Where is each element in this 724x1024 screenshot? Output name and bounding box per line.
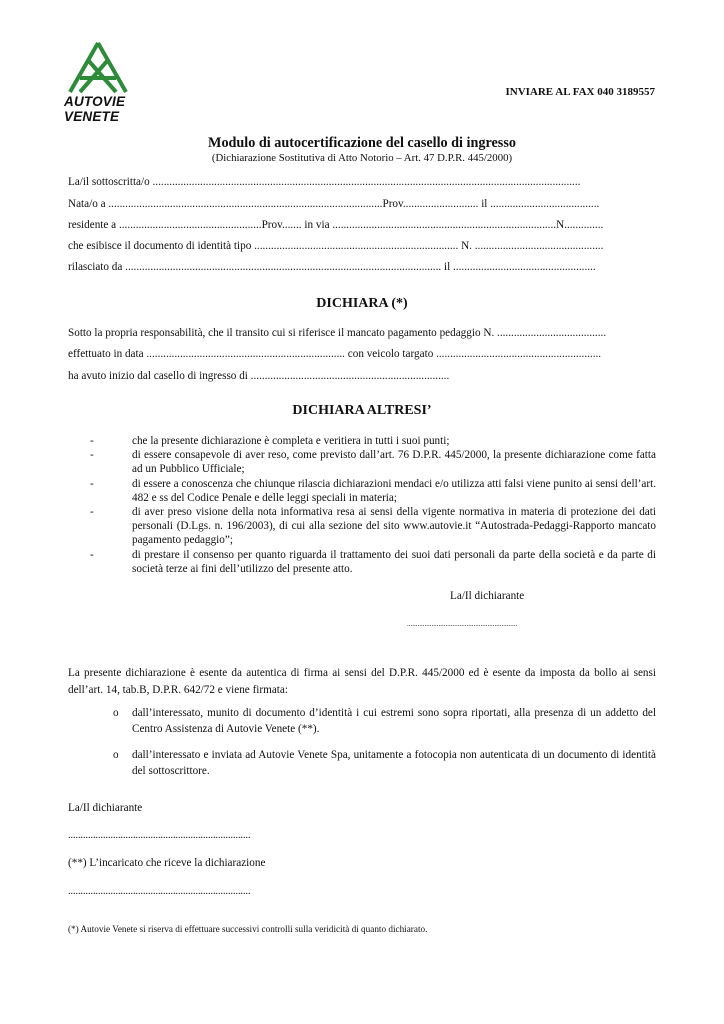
option-text: dall’interessato, munito di documento d’identità i cui estremi sono sopra riportati, alla presenza di un addetto del Centro Assistenza di Autovie Venete (**). bbox=[132, 707, 656, 735]
fax-notice: INVIARE AL FAX 040 3189557 bbox=[505, 86, 655, 98]
field-document-line[interactable]: che esibisce il documento di identità tipo ......................................................................... N. .............................................. bbox=[68, 240, 604, 252]
logo-text: AUTOVIE VENETE bbox=[64, 94, 126, 124]
field-name-line[interactable]: La/il sottoscritta/o ......................................................................................................................................................... bbox=[68, 176, 581, 188]
option-in-person bbox=[68, 706, 656, 737]
form-subtitle: (Dichiarazione Sostitutiva di Atto Notorio – Art. 47 D.P.R. 445/2000) bbox=[211, 152, 513, 164]
signature-line[interactable]: ............................................................... bbox=[407, 620, 518, 628]
list-item bbox=[68, 448, 656, 476]
footnote: (*) Autovie Venete si riserva di effettuare successivi controlli sulla veridicità di quanto dichiarato. bbox=[68, 924, 428, 934]
circle-bullet: o bbox=[113, 707, 119, 719]
dash-bullet: - bbox=[90, 435, 94, 447]
list-item-text: di essere a conoscenza che chiunque rilascia dichiarazioni mendaci e/o utilizza atti falsi viene punito ai sensi dell’art. 482 e ss del Codice Penale e delle leggi speciali in materia; bbox=[132, 477, 656, 504]
officer-label: (**) L’incaricato che riceve la dichiarazione bbox=[68, 857, 266, 869]
list-item-text: che la presente dichiarazione è completa e veritiera in tutti i suoi punti; bbox=[132, 435, 450, 447]
declaration-list bbox=[68, 434, 656, 576]
field-entry-toll-line[interactable]: ha avuto inizio dal casello di ingresso di ....................................................................... bbox=[68, 370, 450, 382]
dash-bullet: - bbox=[90, 548, 94, 561]
bottom-declarant-label: La/Il dichiarante bbox=[68, 802, 143, 814]
list-item bbox=[68, 434, 656, 448]
list-item-text: di essere consapevole di aver reso, come previsto dall’art. 76 D.P.R. 445/2000, la presente dichiarazione come fatta ad un Pubblico Ufficiale; bbox=[132, 449, 656, 476]
form-title: Modulo di autocertificazione del casello di ingresso bbox=[208, 135, 516, 151]
logo-mark-icon bbox=[64, 40, 138, 94]
field-issued-line[interactable]: rilasciato da ................................................................................................................. il ................................................... bbox=[68, 261, 596, 273]
field-date-plate-line[interactable]: effettuato in data ....................................................................... con veicolo targato ........................................................... bbox=[68, 348, 602, 360]
list-item bbox=[68, 477, 656, 505]
exemption-paragraph: La presente dichiarazione è esente da autentica di firma ai sensi del D.P.R. 445/2000 ed è esente da imposta da bollo ai sensi dell’art. 14, tab.B, D.P.R. 642/72 e viene firmata: bbox=[68, 667, 656, 696]
dash-bullet: - bbox=[90, 477, 94, 490]
signature-label: La/Il dichiarante bbox=[450, 590, 525, 602]
field-birth-line[interactable]: Nata/o a ..................................................................................................Prov........................... il ....................................... bbox=[68, 198, 600, 210]
circle-bullet: o bbox=[113, 749, 119, 761]
list-item bbox=[68, 548, 656, 576]
field-residence-line[interactable]: residente a ...................................................Prov....... in via ................................................................................N.............. bbox=[68, 219, 604, 231]
list-item-text: di prestare il consenso per quanto riguarda il trattamento dei suoi dati personali da parte della società e da parte di società terze ai fini dell’utilizzo del presente atto. bbox=[132, 548, 656, 575]
option-text: dall’interessato e inviata ad Autovie Venete Spa, unitamente a fotocopia non autenticata di un documento di identità del sottoscrittore. bbox=[132, 749, 656, 777]
list-item-text: di aver preso visione della nota informativa resa ai sensi della vigente normativa in materia di protezione dei dati personali (D.Lgs. n. 196/2003), di cui alla sezione del sito www.autovie.it “Autostrada-Pedaggi-Rapporto mancato pagamento pedaggio”; bbox=[132, 506, 656, 547]
dash-bullet: - bbox=[90, 449, 94, 462]
field-toll-number-line[interactable]: Sotto la propria responsabilità, che il transito cui si riferisce il mancato pagamento pedaggio N. ....................................... bbox=[68, 327, 607, 339]
dichiara-altresi-heading: DICHIARA ALTRESI’ bbox=[292, 403, 432, 418]
option-by-post bbox=[68, 748, 656, 779]
bottom-declarant-line[interactable]: ......................................................................... bbox=[68, 830, 251, 841]
dash-bullet: - bbox=[90, 506, 94, 519]
dichiara-heading: DICHIARA (*) bbox=[316, 296, 408, 311]
list-item bbox=[68, 505, 656, 548]
officer-line[interactable]: ......................................................................... bbox=[68, 886, 251, 897]
autovie-logo bbox=[64, 40, 184, 124]
